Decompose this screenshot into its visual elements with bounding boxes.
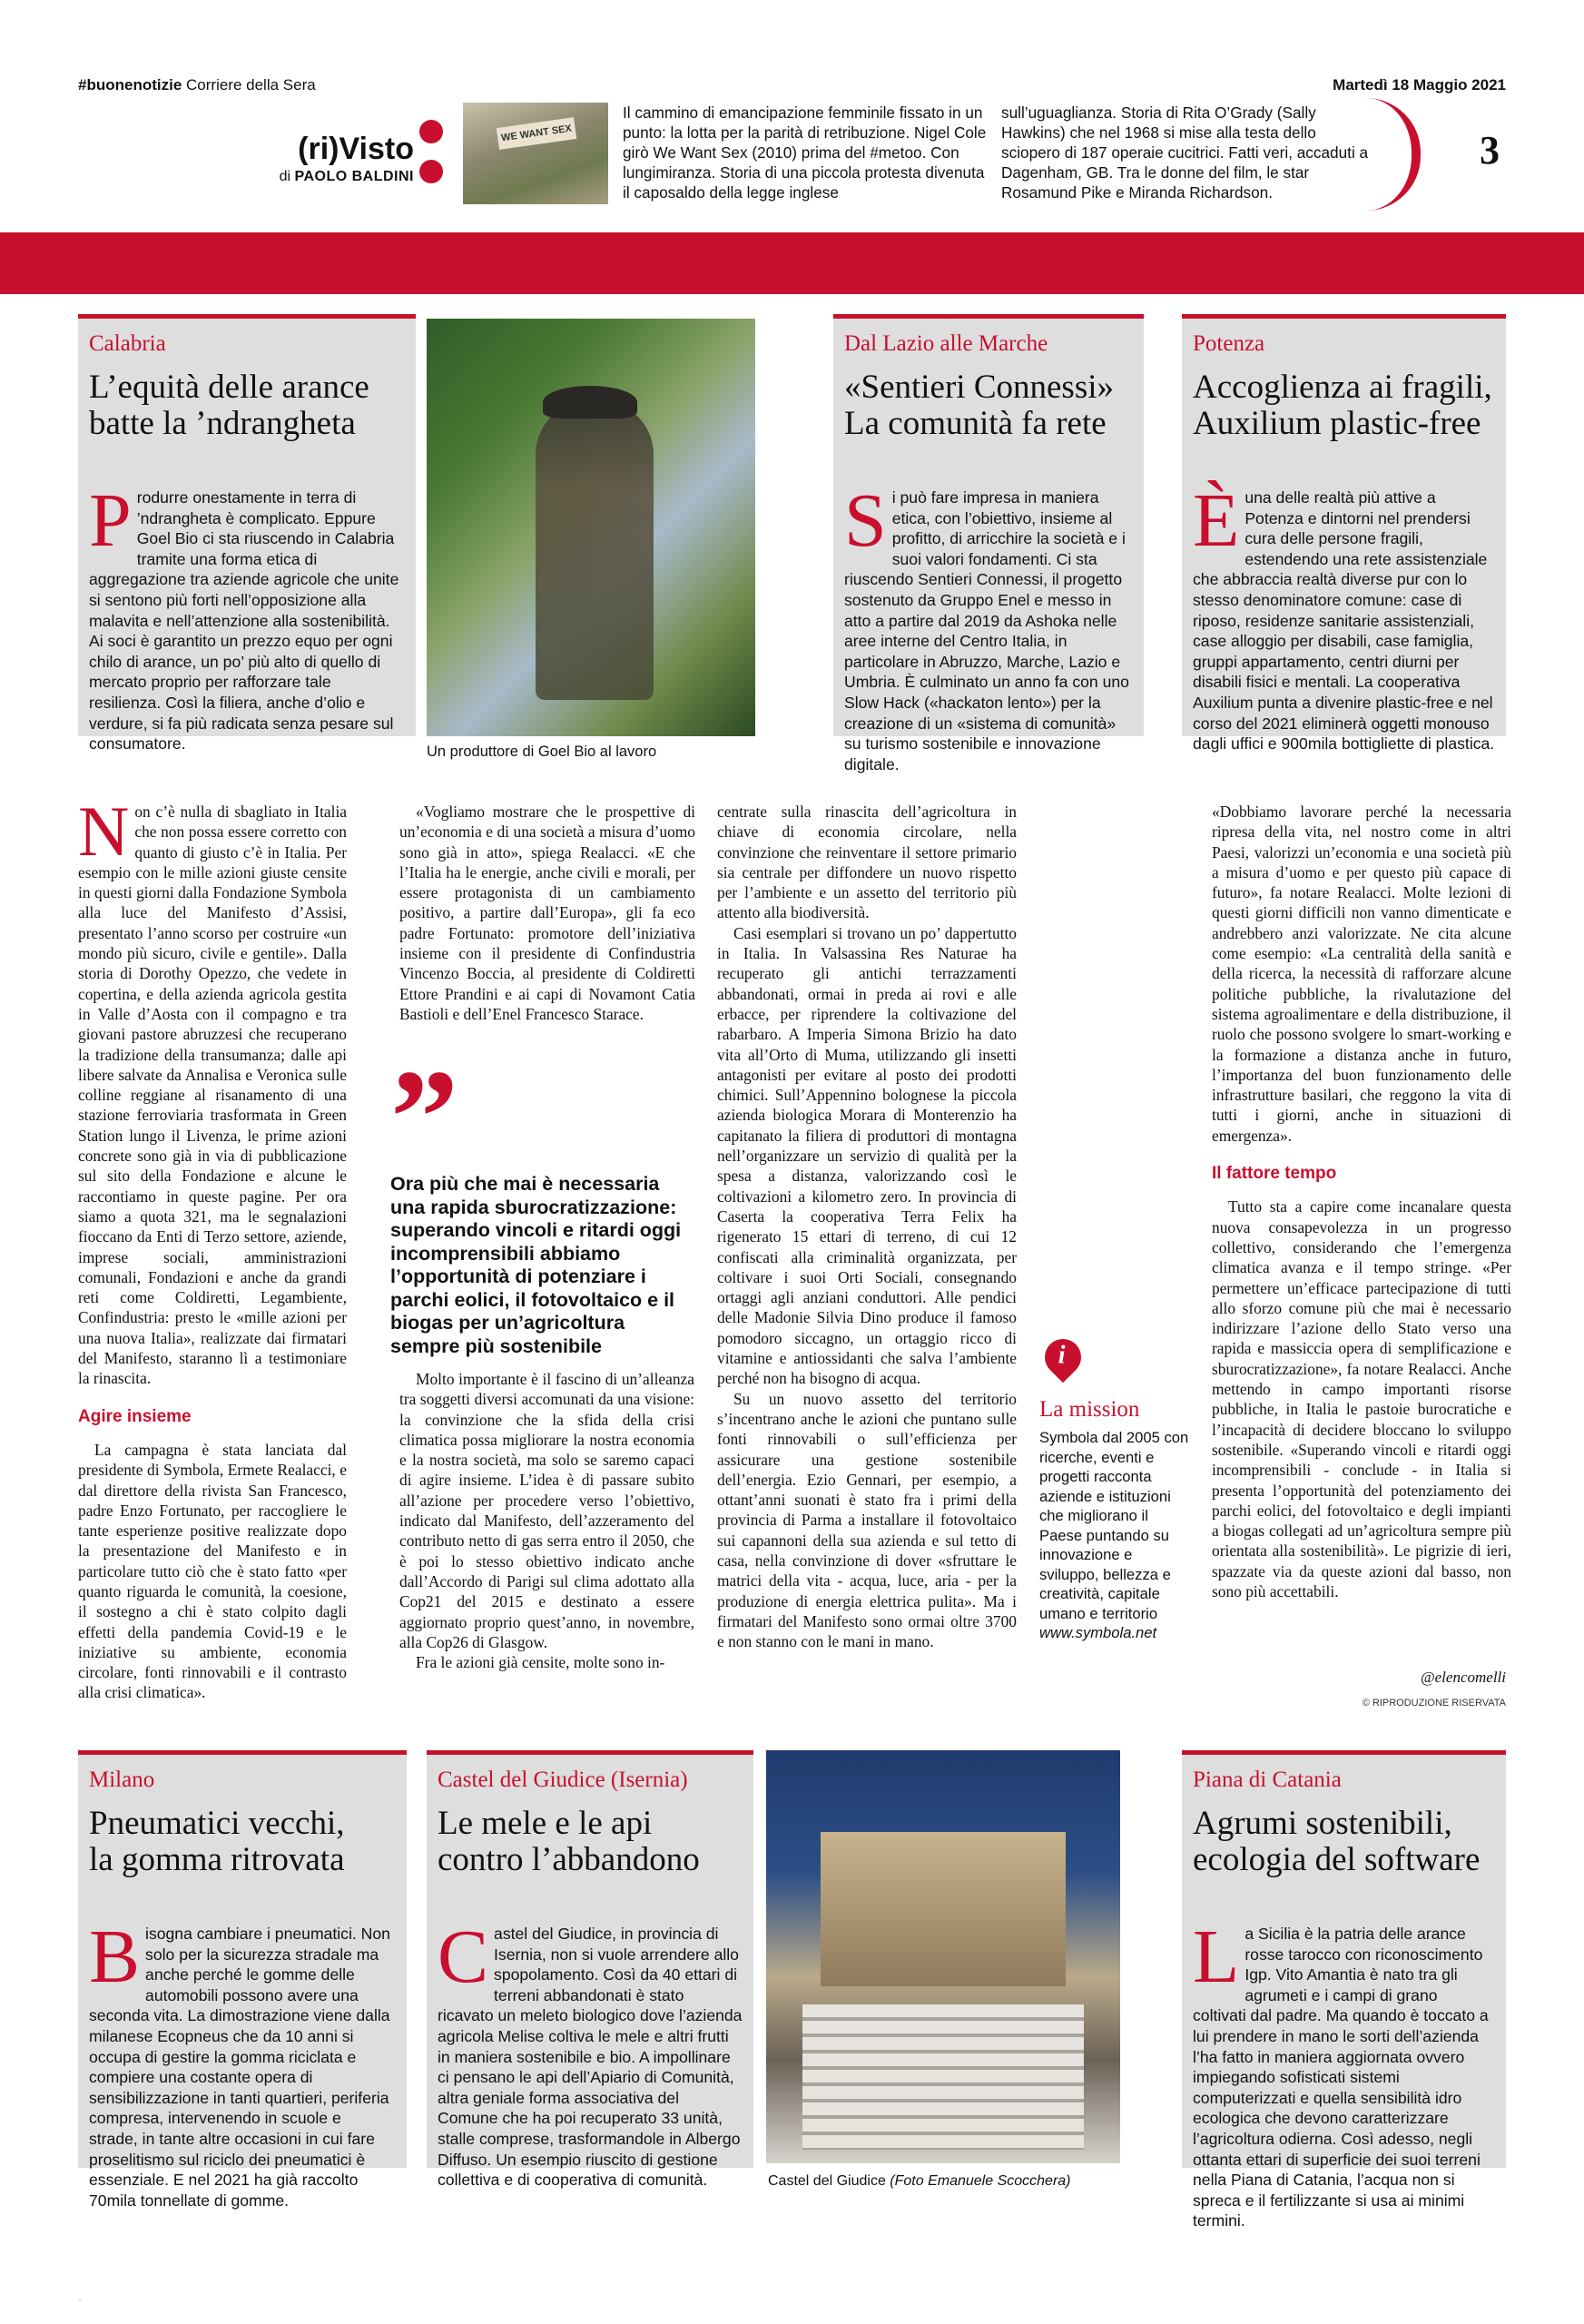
photo-caption <box>768 2173 1071 2190</box>
author-signature: @elencomelli <box>1421 1669 1506 1686</box>
pull-quote <box>390 1042 699 1358</box>
red-band <box>0 232 1584 294</box>
box-headline <box>844 369 1114 442</box>
box-body <box>89 1915 394 2211</box>
caption-text: Castel del Giudice <box>768 2173 886 2189</box>
box-headline-line1: Pneumatici vecchi, <box>89 1805 345 1842</box>
rights-notice: © RIPRODUZIONE RISERVATA <box>1362 1698 1506 1709</box>
drop-cap: P <box>89 478 132 563</box>
box-headline <box>1193 1806 1480 1878</box>
header-date: Martedì 18 Maggio 2021 <box>1333 76 1506 94</box>
box-headline <box>438 1806 700 1878</box>
castel-del-giudice-photo <box>766 1750 1120 2163</box>
box-headline-line1: L’equità delle arance <box>89 369 369 406</box>
rivisto-author: PAOLO BALDINI <box>294 169 414 184</box>
box-kicker: Piana di Catania <box>1193 1768 1342 1792</box>
footer-print-line: — <box>78 2297 82 2303</box>
box-headline-line2: La comunità fa rete <box>844 405 1107 442</box>
mission-body-text: Symbola dal 2005 con ricerche, eventi e progetti racconta aziende e istituzioni che migliorano il Paese puntando su innovazione e sviluppo, bellezza e creatività, capitale umano e territorio <box>1039 1429 1189 1622</box>
rivisto-title: (ri)Visto <box>298 132 414 166</box>
caption-credit: (Foto Emanuele Scocchera) <box>890 2173 1071 2189</box>
box-piana-di-catania <box>1182 1750 1506 2230</box>
article-paragraph: «Vogliamo mostrare che le prospettive di un’economia e di una società a misura d’uomo sono già in atto», spiega Realacci. «E che l’Italia ha le energie, anche civili e morali, per essere protagonista di un cambiamento positivo, a partire dall’Europa», gli fa eco padre Fortunato: promotore dell’iniziativa insieme con il presidente di Confindustria Vincenzo Boccia, al presidente di Coldiretti Ettore Prandini e ai capi di Novamont Catia Bastioli e dell’Enel Francesco Starace. <box>399 803 695 1023</box>
article-paragraph: La campagna è stata lanciata dal presidente di Symbola, Ermete Realacci, e dal direttore della rivista San Francesco, padre Enzo Fortunato, per raccogliere le tante esperienze positive realizzate dopo la presentazione del Manifesto e in particolare tutto ciò che è stato fatto «per quanto riguarda le comunità, la coesione, il sostegno a chi è stato colpito dagli effetti della pandemia Covid-19 e le iniziative su ambiente, economia circolare, fonti rinnovabili e il contrasto alla crisi climatica». <box>78 1440 347 1702</box>
box-body-text: isogna cambiare i pneumatici. Non solo per la sicurezza stradale ma anche perché le gomme delle automobili possono avere una seconda vita. La dimostrazione viene dalla milanese Ecopneus che da 10 anni si occupa di gestire la gomma riciclata e compiere una costante opera di sensibilizzazione in tanti quartieri, periferia compresa, intervenendo in scuole e strade, in tante altre occasioni in cui fare proselitismo sul riciclo dei pneumatici è essenziale. E nel 2021 ha già raccolto 70mila tonnellate di gomme. <box>89 1925 390 2210</box>
photo-caption: Un produttore di Goel Bio al lavoro <box>427 743 657 760</box>
box-body-text: astel del Giudice, in provincia di Isernia, non si vuole arrendere allo spopolamento. Così da 40 ettari di terreni abbandonati è stato ricavato un meleto biologico dove l’azienda agricola Melise coltiva le mele e altri frutti in maniera sostenibile e bio. A impollinare ci pensano le api dell’Apiario di Comunità, altra geniale forma associativa del Comune che ha poi recuperato 33 unità, stalle comprese, trasformandole in Albergo Diffuso. Un esempio riuscito di gestione collettiva e di cooperativa di comunità. <box>438 1925 743 2190</box>
article-paragraph: «Dobbiamo lavorare perché la necessaria ripresa della vita, nel nostro come in altri Paesi, valorizzi un’economia e una società più a misura d’uomo e per questo più capace di futuro», fa notare Realacci. Molte lezioni di questi giorni difficili non vanno dimenticate e andrebbero anzi valorizzate. Ne cita alcune come esempio: «La centralità della sanità e della ricerca, la necessità di rafforzare alcune politiche pubbliche, la rivalutazione del sistema agroalimentare e della distribuzione, il ruolo che possono svolgere lo smart-working e la formazione a distanza anche in futuro, l’importanza del buon funzionamento delle infrastrutture basilari, che reggono la vita di tutti i giorni, anche in situazioni di emergenza». <box>1212 803 1511 1145</box>
box-headline-line1: «Sentieri Connessi» <box>844 369 1115 406</box>
article-col2-continued <box>399 1369 694 1672</box>
box-kicker: Castel del Giudice (Isernia) <box>438 1768 688 1792</box>
box-body-text: una delle realtà più attive a Potenza e dintorni nel prendersi cura delle persone fragili, estendendo una rete assistenziale che abbraccia realtà diverse pur con lo stesso denominatore comune: case di riposo, residenze sanitarie assistenziali, case alloggio per disabili, case famiglia, gruppi appartamento, centri diurni per disabili fisici e mentali. La cooperativa Auxilium punta a divenire plastic-free e nel corso del 2021 eliminerà oggetti monouso dagli uffici e 900mila bottigliette di plastica. <box>1193 488 1495 753</box>
article-paragraph: Molto importante è il fascino di un’alleanza tra soggetti diversi accomunati da una visione: la convinzione che la sfida della crisi climatica possa migliorare la nostra economia e la nostra società, ma solo se saremo capaci di agire insieme. L’idea è di passare subito all’azione per procedere verso l’obiettivo, indicato dal Manifesto, dell’azzeramento del contributo netto di gas serra entro il 2050, che è poi lo stesso obiettivo indicato anche dall’Accordo di Parigi sul clima adottato alla Cop21 del 2015 e destinato a essere aggiornato proprio quest’anno, in novembre, alla Cop26 di Glasgow. <box>399 1370 694 1651</box>
article-col2 <box>399 802 695 1024</box>
article-paragraph: Su un nuovo assetto del territorio s’incentrano anche le azioni che puntano sulle fonti rinnovabili o sull’efficienza per assicurare una gestione sostenibile dell’energia. Ezio Gennari, per esempio, a ottant’anni suonati è stato fra i primi della provincia di Parma a installare il fotovoltaico sui capannoni della sua azienda e sul tetto di casa, nella convinzione di dover «sfruttare le matrici della vita - acqua, luce, aria - per la produzione di energia elettrica pulita». Ma i firmatari del Manifesto sono ormai oltre 3700 e non stanno con le mani in mano. <box>717 1389 1017 1651</box>
page-number: 3 <box>1480 128 1500 172</box>
article-paragraph <box>78 792 347 1389</box>
box-headline <box>89 1806 345 1878</box>
rivisto-photo-banner: WE WANT SEX <box>497 117 577 150</box>
box-headline-line2: Auxilium plastic-free <box>1193 405 1481 442</box>
box-headline-line1: Agrumi sostenibili, <box>1193 1805 1452 1842</box>
mission-box <box>1039 1339 1194 1643</box>
box-body-text: i può fare impresa in maniera etica, con l’obiettivo, insieme al profitto, di arricchire la società e i suoi valori fondamenti. Ci sta riuscendo Sentieri Connessi, il progetto sostenuto da Gruppo Enel e messo in atto a partire dal 2019 da Ashoka nelle aree interne del Centro Italia, in particolare in Abruzzo, Marche, Lazio e Umbria. È culminato un anno fa con uno Slow Hack («hackaton lento») per la creazione di un «sistema di comunità» su turismo sostenibile e innovazione digitale. <box>844 488 1129 773</box>
header-paper: Corriere della Sera <box>186 76 316 94</box>
mission-url: www.symbola.net <box>1039 1624 1157 1641</box>
box-lazio-marche <box>833 314 1144 773</box>
rivisto-photo <box>463 103 608 204</box>
colon-ornament <box>419 107 445 189</box>
box-kicker: Calabria <box>89 331 166 356</box>
bracket-ornament <box>1366 98 1421 211</box>
box-body <box>844 478 1133 774</box>
box-headline <box>1193 369 1492 442</box>
drop-cap: È <box>1193 478 1240 563</box>
box-castel-del-giudice <box>427 1750 753 2190</box>
quote-marks-icon: ” <box>390 1042 458 1193</box>
drop-cap: L <box>1193 1915 1240 1999</box>
rivisto-byline <box>269 169 414 185</box>
mission-title: La mission <box>1039 1397 1140 1422</box>
article-col4 <box>1212 802 1511 1601</box>
info-pin-icon <box>1038 1332 1089 1384</box>
pull-quote-text: Ora più che mai è necessaria una rapida sburocratizzazione: superando vincoli e ritardi oggi incomprensibili abbiamo l’opportunità di potenziare i parchi eolici, il fotovoltaico e il biogas per un’agricoltura sempre più sostenibile <box>390 1173 682 1357</box>
article-paragraph: centrate sulla rinascita dell’agricoltura in chiave di economia circolare, nella convinzione che reinventare il settore primario sia centrale per diffondere un nuovo rispetto per l’ambiente e un assetto del territorio più attento alla biodiversità. <box>717 803 1017 922</box>
box-body <box>1193 1915 1495 2231</box>
box-body <box>438 1915 743 2191</box>
box-body <box>1193 478 1495 754</box>
box-milano <box>78 1750 407 2210</box>
box-headline-line2: la gomma ritrovata <box>89 1841 345 1878</box>
box-headline-line1: Le mele e le api <box>438 1805 653 1842</box>
box-headline-line2: ecologia del software <box>1193 1841 1481 1878</box>
article-paragraph: Fra le azioni già censite, molte sono in- <box>416 1653 665 1672</box>
drop-cap: B <box>89 1915 141 1999</box>
box-calabria <box>78 314 416 753</box>
box-body <box>89 478 403 754</box>
box-headline <box>89 369 369 442</box>
box-kicker: Milano <box>89 1768 155 1792</box>
article-col3 <box>717 802 1017 1651</box>
box-kicker: Dal Lazio alle Marche <box>844 331 1048 356</box>
drop-cap: C <box>438 1915 489 1999</box>
box-headline-line2: contro l’abbandono <box>438 1841 700 1878</box>
subheading: Agire insieme <box>78 1406 192 1426</box>
box-headline-line2: batte la ’ndrangheta <box>89 405 356 442</box>
rivisto-text-col2: sull’uguaglianza. Storia di Rita O’Grady (Sally Hawkins) che nel 1968 si mise alla testa dello sciopero di 187 operaie cucitrici. Fatti veri, accaduti a Dagenham, GB. Tra le donne del film, le star Rosamund Pike e Miranda Richardson. <box>1001 103 1369 202</box>
mission-body <box>1039 1428 1194 1643</box>
article-paragraph: Tutto sta a capire come incanalare questa nuova consapevolezza in un progresso collettivo, considerando che l’emergenza climatica avanza e il tempo stringe. «Per permettere un’efficace partecipazione di tutti allo sforzo comune più che mai è necessario indirizzare l’azione dello Stato verso una rapida e massiccia opera di semplificazione e sburocratizzazione», fa notare Realacci. Anche mettendo in campo importanti risorse pubbliche, in Italia le pastoie burocratiche e l’incapacità di decidere bloccano lo sviluppo sostenibile. «Superando vincoli e ritardi oggi incomprensibili - conclude - in Italia si presenta l’opportunità del potenziamento dei parchi eolici, del fotovoltaico e degli impianti a biogas collegati ad un’agricoltura sempre più orientata alla sostenibilità». Le pigrizie di ieri, spazzate via da queste azioni dal basso, non sono più accettabili. <box>1212 1197 1511 1600</box>
rivisto-text-col1: Il cammino di emancipazione femminile fissato in un punto: la lotta per la parità di retribuzione. Nigel Cole girò We Want Sex (2010) prima del #metoo. Con lungimiranza. Storia di una piccola protesta divenuta il caposaldo della legge inglese <box>623 103 987 202</box>
header-hashtag: #buonenotizie <box>78 76 182 94</box>
article-paragraph: Casi esemplari si trovano un po’ dappertutto in Italia. In Valsassina Res Naturae ha recuperato gli antichi terrazzamenti abbandonati, ormai in preda ai rovi e alle erbacce, per riprendere la coltivazione del rabarbaro. A Imperia Simona Brizio ha dato vita all’Orto di Muma, utilizzando gli insetti antagonisti per evitare al posto dei prodotti chimici. Sull’Appennino bolognese la piccola azienda biologica Morara di Monterenzio ha capitanato la filiera di produttori di montagna nell’organizzare un servizio di qualità per la spesa a distanza, valorizzando così le coltivazioni a kilometro zero. In provincia di Caserta la cooperativa Terra Felix ha rigenerato 15 ettari di terreno, di cui 12 confiscati alla criminalità organizzata, per coltivare i suoi Orti Sociali, consegnando ortaggi agli anziani conduttori. Alle pendici delle Madonie Silvia Dino produce il famoso pomodoro siccagno, un ortaggio ricco di vitamine e antiossidanti che salva l’ambiente perché non ha bisogno di acqua. <box>717 923 1017 1388</box>
box-potenza <box>1182 314 1506 753</box>
box-headline-line1: Accoglienza ai fragili, <box>1193 369 1492 406</box>
box-kicker: Potenza <box>1193 331 1265 356</box>
subheading: Il fattore tempo <box>1212 1164 1337 1184</box>
article-col1 <box>78 792 347 1703</box>
box-body-text: a Sicilia è la patria delle arance rosse tarocco con riconoscimento Igp. Vito Amantia è nato tra gli agrumeti e i campi di grano coltivati dal padre. Ma quando è toccato a lui prendere in mano le sorti dell’azienda l’ha fatto in maniera aggiornata ovvero impiegando sofisticati sistemi computerizzati e quella sensibilità idro ecologica che devono caratterizzare l’agricoltura odierna. Così adesso, negli ottanta ettari di superficie dei suoi terreni nella Piana di Catania, l’acqua non si spreca e il fertilizzante si usa ai minimi termini. <box>1193 1925 1489 2230</box>
drop-cap: S <box>844 478 887 563</box>
article-text: on c’è nulla di sbagliato in Italia che non possa essere corretto con quanto di giusto c’è in Italia. Per esempio con le mille azioni giuste censite in questi giorni dalla Fondazione Symbola alla luce del Manifesto d’Assisi, presentato l’anno scorso per costruire «un mondo più sicuro, civile e gentile». Dalla storia di Dorothy Opezzo, che vedete in copertina, e della azienda agricola gestita in Valle d’Aosta con il compagno e tra giovani pastore abruzzesi che recuperano la tradizione della transumanza; dalle api libere salvate da Annalisa e Veronica sulle colline reggiane al risanamento di una stazione ferroviaria trasformata in Green Station lungo il Livenza, le prime azioni concrete sono già in via di pubblicazione sul sito della Fondazione e alcune le raccontiamo in queste pagine. Per ora siamo a quota 321, ma le segnalazioni fioccano da Enti di Terzo settore, aziende, imprese sociali, amministrazioni comunali, Fondazioni e anche da grandi reti come Coldiretti, Legambiente, Confindustria: presto le «mille azioni per una nuova Italia», realizzate dai firmatari del Manifesto, staranno lì a testimoniare la rinascita. <box>78 803 347 1388</box>
rivisto-title-block <box>269 132 414 185</box>
box-body-text: rodurre onestamente in terra di ’ndrangheta è complicato. Eppure Goel Bio ci sta riuscendo in Calabria tramite una forma etica di aggregazione tra aziende agricole che unite si sentono più forti nell’opposizione alla malavita e nell’attenzione alla sostenibilità. Ai soci è garantito un prezzo equo per ogni chilo di arance, un po’ più alto di quello di mercato proprio per rafforzare tale resilienza. Così la filiera, anche d’olio e verdure, si fa più radicata senza pesare sul consumatore. <box>89 488 399 753</box>
rivisto-by-prefix: di <box>279 169 291 184</box>
header-left <box>78 76 316 94</box>
info-pin-letter: i <box>1058 1341 1066 1370</box>
drop-cap: N <box>78 792 130 871</box>
goel-bio-photo <box>427 319 755 736</box>
